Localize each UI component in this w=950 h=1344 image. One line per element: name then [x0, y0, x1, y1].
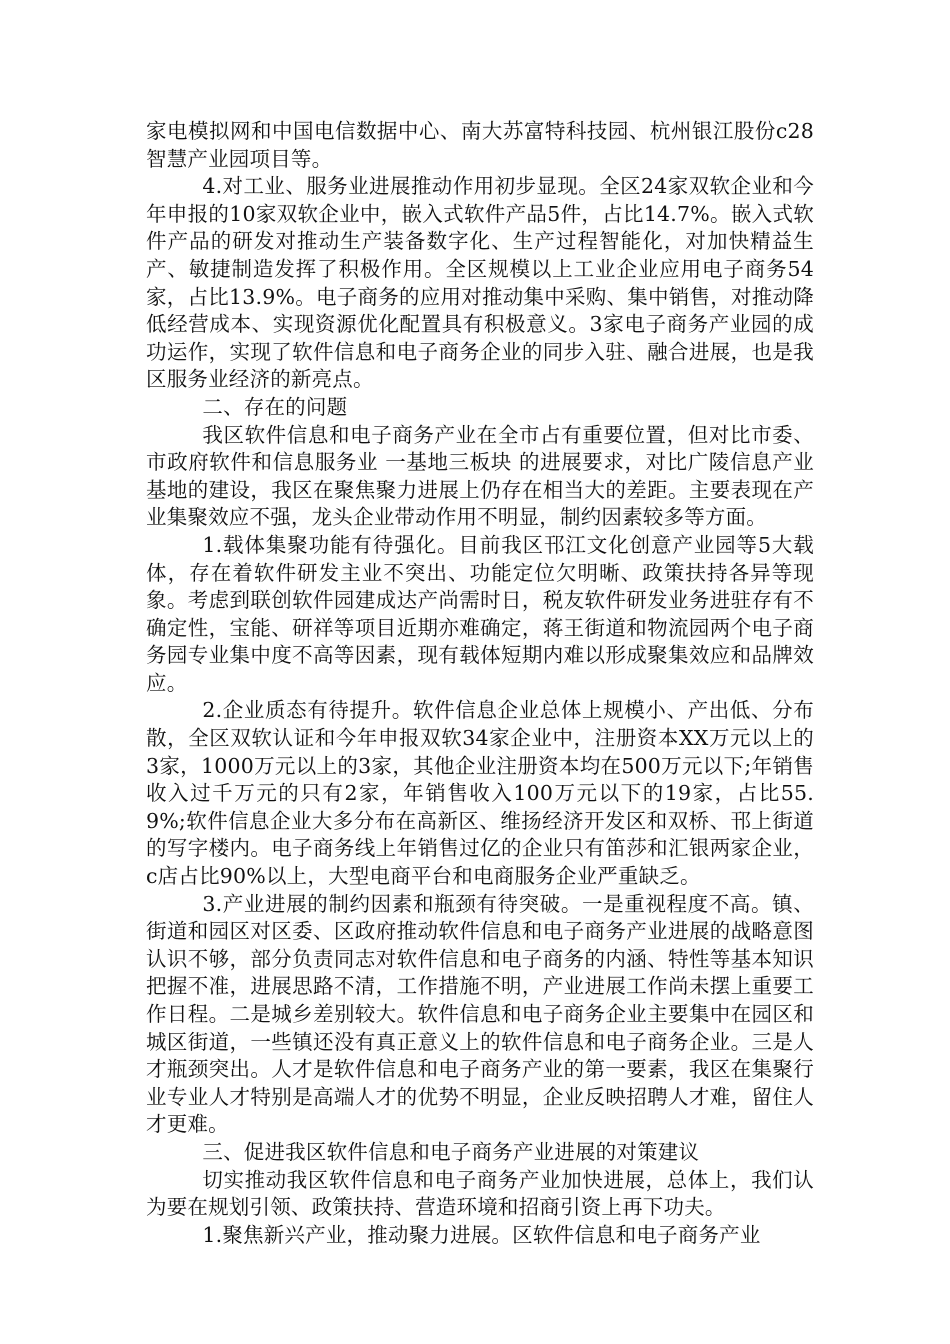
paragraph-constraints: 3.产业进展的制约因素和瓶颈有待突破。一是重视程度不高。镇、街道和园区对区委、区政府推动软件信息和电子商务产业进展的战略意图认识不够，部分负责同志对软件信息和电子商务的内涵、特性等基本知识把握不准，进展思路不清，工作措施不明，产业进展工作尚未摆上重要工作日程。二是城乡差别较大。软件信息和电子商务企业主要集中在园区和城区街道，一些镇还没有真正意义上的软件信息和电子商务企业。三是人才瓶颈突出。人才是软件信息和电子商务产业的第一要素，我区在集聚行业专业人才特别是高端人才的优势不明显，企业反映招聘人才难，留住人才更难。: [146, 891, 814, 1137]
paragraph-continuation: 家电模拟网和中国电信数据中心、南大苏富特科技园、杭州银江股份c28智慧产业园项目等。: [146, 119, 814, 171]
section-heading-problems: 二、存在的问题: [202, 394, 348, 419]
paragraph-industry-impact: 4.对工业、服务业进展推动作用初步显现。全区24家双软企业和今年申报的10家双软企业中，嵌入式软件产品5件，占比14.7%。嵌入式软件产品的研发对推动生产装备数字化、生产过程智能化，对加快精益生产、敏捷制造发挥了积极作用。全区规模以上工业企业应用电子商务54家，占比13.9%。电子商务的应用对推动集中采购、集中销售，对推动降低经营成本、实现资源优化配置具有积极意义。3家电子商务产业园的成功运作，实现了软件信息和电子商务企业的同步入驻、融合进展，也是我区服务业经济的新亮点。: [146, 174, 814, 392]
paragraph-enterprise-quality: 2.企业质态有待提升。软件信息企业总体上规模小、产出低、分布散，全区双软认证和今年申报双软34家企业中，注册资本XX万元以上的3家，1000万元以上的3家，其他企业注册资本均在500万元以下;年销售收入过千万元的只有2家，年销售收入100万元以下的19家，占比55.9%;软件信息企业大多分布在高新区、维扬经济开发区和双桥、邗上街道的写字楼内。电子商务线上年销售过亿的企业只有笛莎和汇银两家企业，c店占比90%以上，大型电商平台和电商服务企业严重缺乏。: [146, 698, 814, 889]
paragraph-carrier-function: 1.载体集聚功能有待强化。目前我区邗江文化创意产业园等5大载体，存在着软件研发主业不突出、功能定位欠明晰、政策扶持各异等现象。考虑到联创软件园建成达产尚需时日，税友软件研发业务进驻存有不确定性，宝能、研祥等项目近期亦难确定，蒋王街道和物流园两个电子商务园专业集中度不高等因素，现有载体短期内难以形成聚集效应和品牌效应。: [146, 532, 814, 695]
section-heading-suggestions: 三、促进我区软件信息和电子商务产业进展的对策建议: [202, 1139, 700, 1164]
paragraph-focus-emerging: 1.聚焦新兴产业，推动聚力进展。区软件信息和电子商务产业: [202, 1222, 761, 1247]
paragraph-suggestions-intro: 切实推动我区软件信息和电子商务产业加快进展，总体上，我们认为要在规划引领、政策扶持、营造环境和招商引资上再下功夫。: [146, 1167, 814, 1220]
document-body: [146, 118, 814, 1249]
paragraph-problems-intro: 我区软件信息和电子商务产业在全市占有重要位置，但对比市委、市政府软件和信息服务业 一基地三板块 的进展要求，对比广陵信息产业基地的建设，我区在聚焦聚力进展上仍存在相当大的差距。主要表现在产业集聚效应不强，龙头企业带动作用不明显，制约因素较多等方面。: [146, 422, 814, 530]
